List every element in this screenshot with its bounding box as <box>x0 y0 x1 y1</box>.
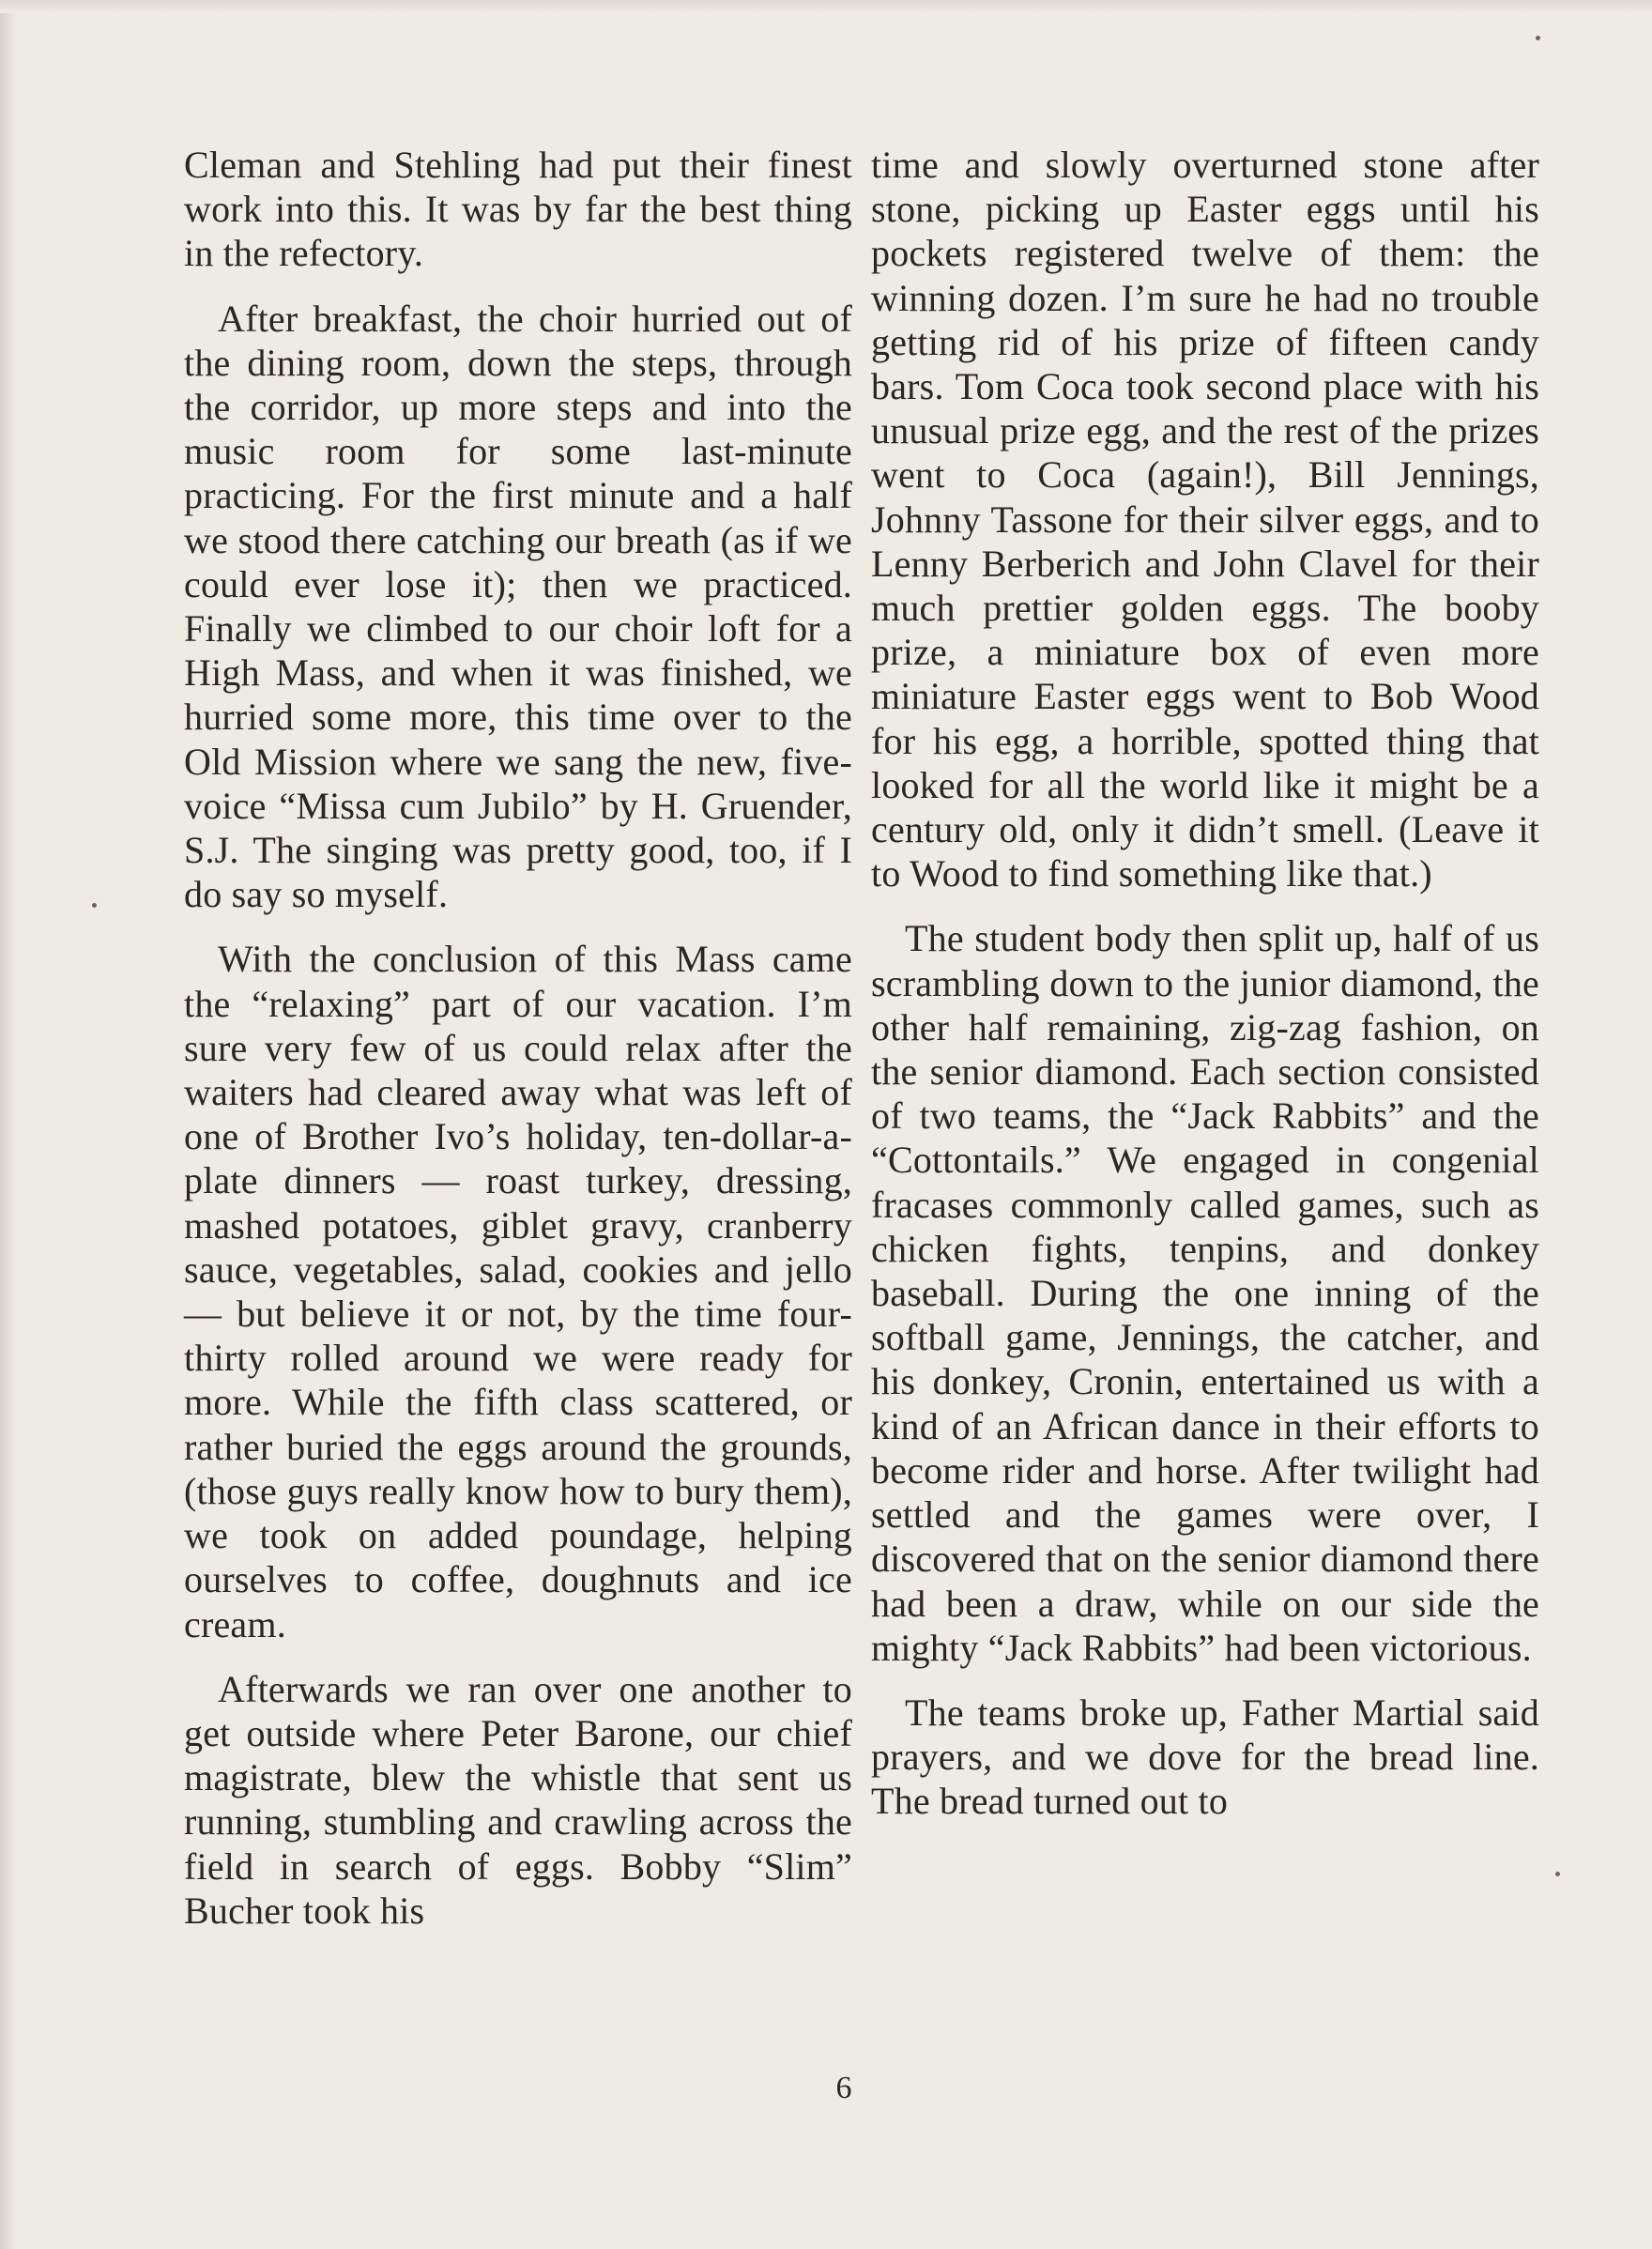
page-top-shadow <box>0 0 1652 13</box>
left-paragraph-4: Afterwards we ran over one another to get outside where Peter Barone, our chief magistrate, blew the whistle that sent us running, stumbling and crawling across the field in search of eggs. Bobby “Slim” Bucher took his <box>184 1667 852 1932</box>
paper-speck <box>1555 1872 1560 1876</box>
right-text-column <box>871 143 1539 1844</box>
right-paragraph-1: time and slowly overturned stone after stone, picking up Easter eggs until his pockets registered twelve of them: the winning dozen. I’m sure he had no trouble getting rid of his prize of fifteen candy bars. Tom Coca took second place with his unusual prize egg, and the rest of the prizes went to Coca (again!), Bill Jennings, Johnny Tassone for their silver eggs, and to Lenny Berberich and John Clavel for their much prettier golden eggs. The booby prize, a miniature box of even more miniature Easter eggs went to Bob Wood for his egg, a horrible, spotted thing that looked for all the world like it might be a century old, only it didn’t smell. (Leave it to Wood to find something like that.) <box>871 144 1539 895</box>
page-edge-shadow <box>0 0 17 2249</box>
left-paragraph-1: Cleman and Stehling had put their finest work into this. It was by far the best thing in the refectory. <box>184 144 852 275</box>
page-number: 6 <box>835 2071 852 2105</box>
paper-speck <box>92 903 97 908</box>
paper-speck <box>1536 36 1540 40</box>
left-text-column <box>184 143 852 1953</box>
right-paragraph-3: The teams broke up, Father Martial said prayers, and we dove for the bread line. The bread turned out to <box>871 1691 1539 1823</box>
left-paragraph-3: With the conclusion of this Mass came the “relaxing” part of our vacation. I’m sure very few of us could relax after the waiters had cleared away what was left of one of Brother Ivo’s holiday, ten-dollar-a-plate dinners — roast turkey, dressing, mashed potatoes, giblet gravy, cranberry sauce, vegetables, salad, cookies and jello — but believe it or not, by the time four-thirty rolled around we were ready for more. While the fifth class scattered, or rather buried the eggs around the grounds, (those guys really know how to bury them), we took on added poundage, helping ourselves to coffee, doughnuts and ice cream. <box>184 938 852 1645</box>
left-paragraph-2: After breakfast, the choir hurried out of the dining room, down the steps, through the corridor, up more steps and into the music room for some last-minute practicing. For the first minute and a half we stood there catching our breath (as if we could ever lose it); then we practiced. Finally we climbed to our choir loft for a High Mass, and when it was finished, we hurried some more, this time over to the Old Mission where we sang the new, five-voice “Missa cum Jubilo” by H. Gruender, S.J. The singing was pretty good, too, if I do say so myself. <box>184 297 852 916</box>
right-paragraph-2: The student body then split up, half of us scrambling down to the junior diamond, the other half remaining, zig-zag fashion, on the senior diamond. Each section consisted of two teams, the “Jack Rabbits” and the “Cottontails.” We engaged in congenial fracases commonly called games, such as chicken fights, tenpins, and donkey baseball. During the one inning of the softball game, Jennings, the catcher, and his donkey, Cronin, entertained us with a kind of an African dance in their efforts to become rider and horse. After twilight had settled and the games were over, I discovered that on the senior diamond there had been a draw, while on our side the mighty “Jack Rabbits” had been victorious. <box>871 917 1539 1669</box>
